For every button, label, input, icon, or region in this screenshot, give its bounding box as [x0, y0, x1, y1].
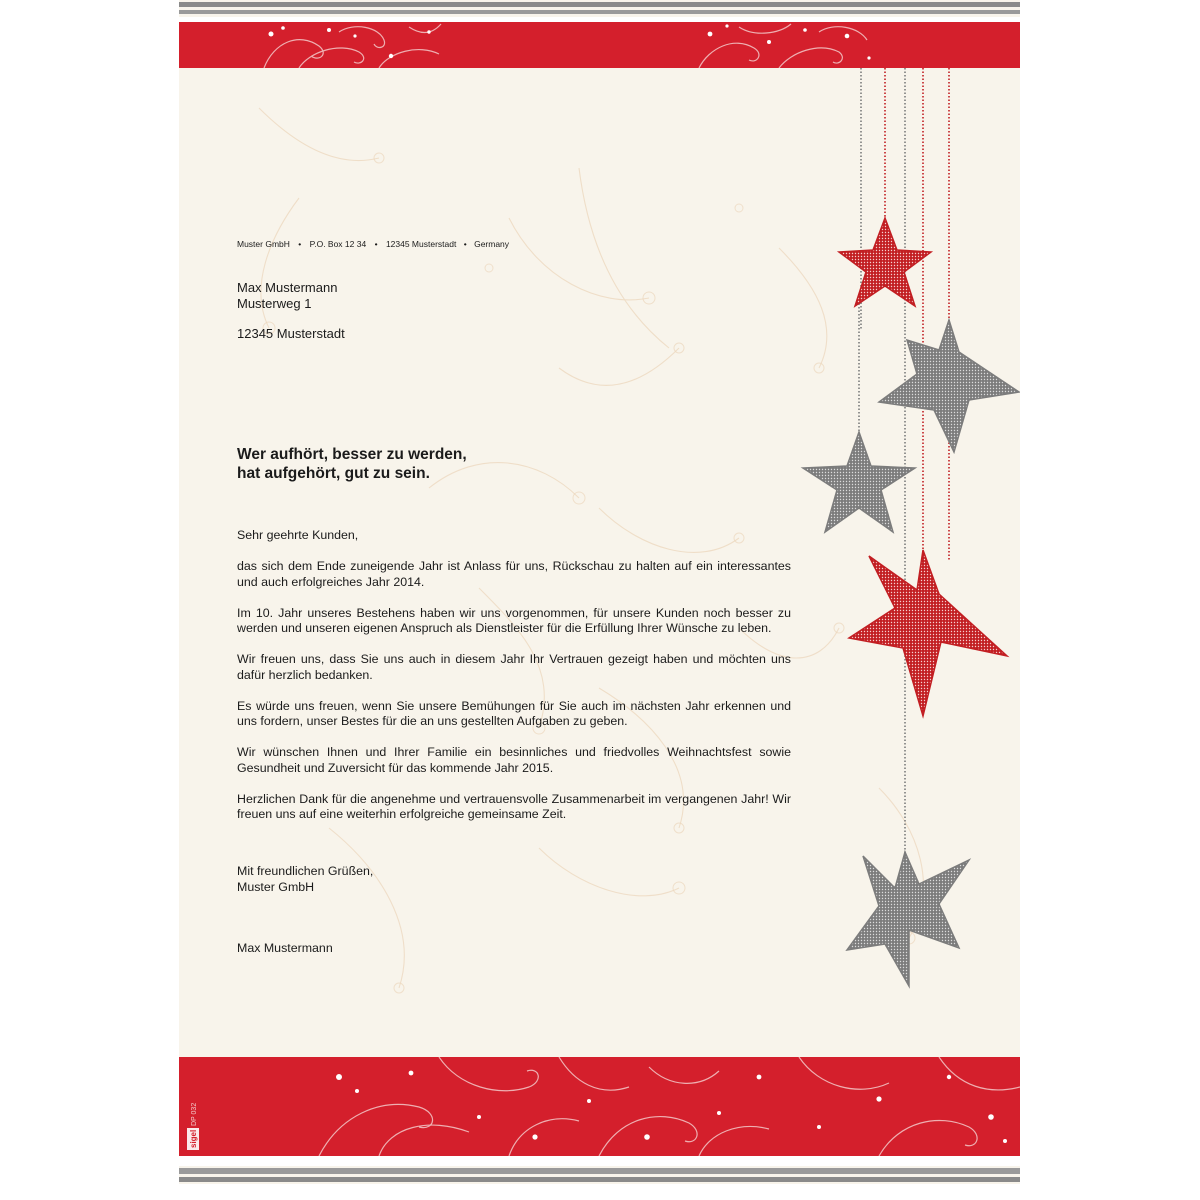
- body-paragraph: das sich dem Ende zuneigende Jahr ist Anlass für uns, Rückschau zu halten auf ein interessantes und auch erfolgreiches Jahr 2014.: [237, 559, 791, 589]
- sender-country: Germany: [474, 239, 510, 249]
- body-paragraph: Es würde uns freuen, wenn Sie unsere Bemühungen für Sie auch im nächsten Jahr erkennen und uns fordern, unser Bestes für die an uns gestellten Aufgaben zu geben.: [237, 698, 791, 728]
- top-stripes: [179, 0, 1020, 22]
- body-paragraph: Im 10. Jahr unseres Bestehens haben wir uns vorgenommen, für unsere Kunden noch besser zu werden und unseren eigenen Anspruch als Dienstleister für die Erfüllung Ihrer Wünsche zu leben.: [237, 605, 791, 635]
- top-band-ornament: [179, 22, 1020, 68]
- logo-text: sigel: [189, 1129, 198, 1148]
- headline: [237, 446, 467, 483]
- letterhead-sheet: [179, 0, 1020, 1200]
- sender-separator: •: [463, 239, 467, 249]
- sender-company: Muster GmbH: [237, 239, 290, 249]
- recipient-name: Max Mustermann: [237, 280, 338, 295]
- closing: [237, 864, 373, 895]
- letter-body: [237, 528, 791, 838]
- closing-company: Muster GmbH: [237, 879, 315, 894]
- top-red-band: [179, 22, 1020, 68]
- sigel-logo: [187, 1098, 199, 1150]
- recipient-street: Musterweg 1: [237, 296, 312, 311]
- body-paragraph: Wir freuen uns, dass Sie uns auch in diesem Jahr Ihr Vertrauen gezeigt haben und möchten uns dafür herzlich bedanken.: [237, 652, 791, 682]
- bottom-stripes: [179, 1156, 1020, 1200]
- sender-pobox: P.O. Box 12 34: [309, 239, 367, 249]
- body-paragraph: Herzlichen Dank für die angenehme und vertrauensvolle Zusammenarbeit im vergangenen Jahr! Wir freuen uns auf eine weiterhin erfolgreiche gemeinsame Zeit.: [237, 791, 791, 821]
- sender-separator: •: [374, 239, 378, 249]
- salutation: Sehr geehrte Kunden,: [237, 528, 359, 542]
- closing-greeting: Mit freundlichen Grüßen,: [237, 864, 374, 878]
- sender-separator: •: [298, 239, 302, 249]
- recipient-city: 12345 Musterstadt: [237, 326, 345, 341]
- sender-line: [237, 239, 509, 249]
- headline-line: hat aufgehört, gut zu sein.: [237, 464, 430, 482]
- headline-line: Wer aufhört, besser zu werden,: [237, 446, 467, 463]
- sender-city: 12345 Musterstadt: [385, 239, 457, 249]
- bottom-band-ornament: [179, 1057, 1020, 1156]
- signer-name: Max Mustermann: [237, 941, 333, 955]
- recipient-address: [237, 280, 345, 342]
- bottom-red-band: [179, 1057, 1020, 1156]
- body-paragraph: Wir wünschen Ihnen und Ihrer Familie ein besinnliches und friedvolles Weihnachtsfest sowie Gesundheit und Zuversicht für das kommende Jahr 2015.: [237, 745, 791, 775]
- product-code: DP 032: [191, 1102, 198, 1126]
